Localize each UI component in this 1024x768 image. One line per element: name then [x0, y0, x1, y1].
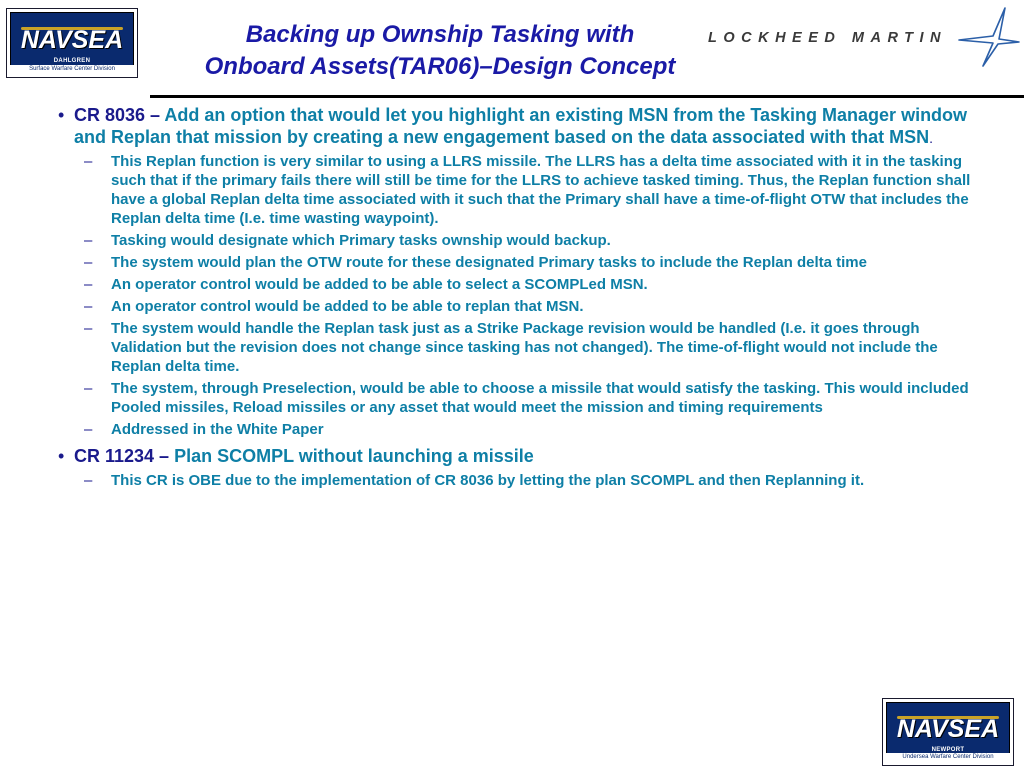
logo-word: NAVSEA — [20, 26, 124, 54]
dash-icon: – — [84, 232, 93, 249]
sub-bullet-text: The system would handle the Replan task just as a Strike Package revision would be handled (I.e. it goes through Validation but the revision does not change since tasking has not changed). The time-of-flight would not include the Replan delta time. — [111, 320, 938, 375]
sub-bullet-text: Tasking would designate which Primary tasks ownship would backup. — [111, 232, 611, 249]
bullet-dot-icon: • — [58, 105, 65, 125]
sub-bullet — [58, 152, 988, 228]
sub-bullet-text: This Replan function is very similar to using a LLRS missile. The LLRS has a delta time associated with it in the tasking such that if the primary fails there will still be time for the LLRS to achieve tasked timing. Thus, the Replan function shall have a global Replan delta time associated with it such that the Primary shall have a time-of-flight OTW that includes the Replan delta time (I.e. time wasting waypoint). — [111, 153, 971, 227]
sub-bullet — [58, 471, 988, 490]
sub-bullet — [58, 275, 988, 294]
lockheed-martin-wordmark: LOCKHEED MARTIN — [708, 30, 948, 46]
logo-caption: Surface Warfare Center Division — [10, 65, 134, 74]
sub-bullet — [58, 297, 988, 316]
bullet-cr-8036 — [58, 104, 988, 149]
bullet-lead: CR 11234 – — [74, 446, 175, 466]
logo-sub: DAHLGREN — [53, 58, 91, 64]
header-rule — [150, 95, 1024, 98]
bullet-text: Plan SCOMPL without launching a missile — [174, 446, 534, 466]
sub-bullet — [58, 420, 988, 439]
navsea-newport-logo — [882, 698, 1014, 766]
dash-icon: – — [84, 153, 93, 170]
lockheed-martin-star-icon — [955, 6, 1021, 68]
bullet-lead: CR 8036 – — [74, 105, 165, 125]
bullet-cr-11234 — [58, 445, 988, 468]
dash-icon: – — [84, 254, 93, 271]
sub-bullet-text: This CR is OBE due to the implementation of CR 8036 by letting the plan SCOMPL and then Replanning it. — [111, 472, 865, 489]
page-title — [150, 19, 730, 83]
bullet-dot-icon: • — [58, 446, 65, 466]
dash-icon: – — [84, 298, 93, 315]
title-line-1: Backing up Ownship Tasking with — [245, 21, 635, 48]
slide-content — [58, 104, 988, 493]
bullet-end: . — [929, 130, 934, 146]
logo-caption: Undersea Warfare Center Division — [886, 753, 1010, 762]
dash-icon: – — [84, 421, 93, 438]
logo-word: NAVSEA — [896, 715, 1000, 743]
sub-bullet — [58, 253, 988, 272]
dash-icon: – — [84, 320, 93, 337]
dash-icon: – — [84, 380, 93, 397]
title-line-2: Onboard Assets(TAR06)–Design Concept — [204, 53, 676, 80]
sub-bullet — [58, 319, 988, 376]
sub-bullet-text: An operator control would be added to be able to replan that MSN. — [111, 298, 584, 315]
sub-bullet-text: The system, through Preselection, would be able to choose a missile that would satisfy the tasking. This would included Pooled missiles, Reload missiles or any asset that would meet the mission and timing requirements — [111, 380, 969, 416]
sub-bullet-text: The system would plan the OTW route for these designated Primary tasks to include the Replan delta time — [111, 254, 867, 271]
sub-bullet — [58, 379, 988, 417]
bullet-text: Add an option that would let you highlight an existing MSN from the Tasking Manager window and Replan that mission by creating a new engagement based on the data associated with that MSN — [74, 105, 968, 147]
navsea-dahlgren-logo — [6, 8, 138, 78]
sub-bullet-text: An operator control would be added to be able to select a SCOMPLed MSN. — [111, 276, 648, 293]
dash-icon: – — [84, 276, 93, 293]
logo-sub: NEWPORT — [931, 747, 965, 753]
sub-bullet — [58, 231, 988, 250]
sub-bullet-text: Addressed in the White Paper — [111, 421, 324, 438]
dash-icon: – — [84, 472, 93, 489]
